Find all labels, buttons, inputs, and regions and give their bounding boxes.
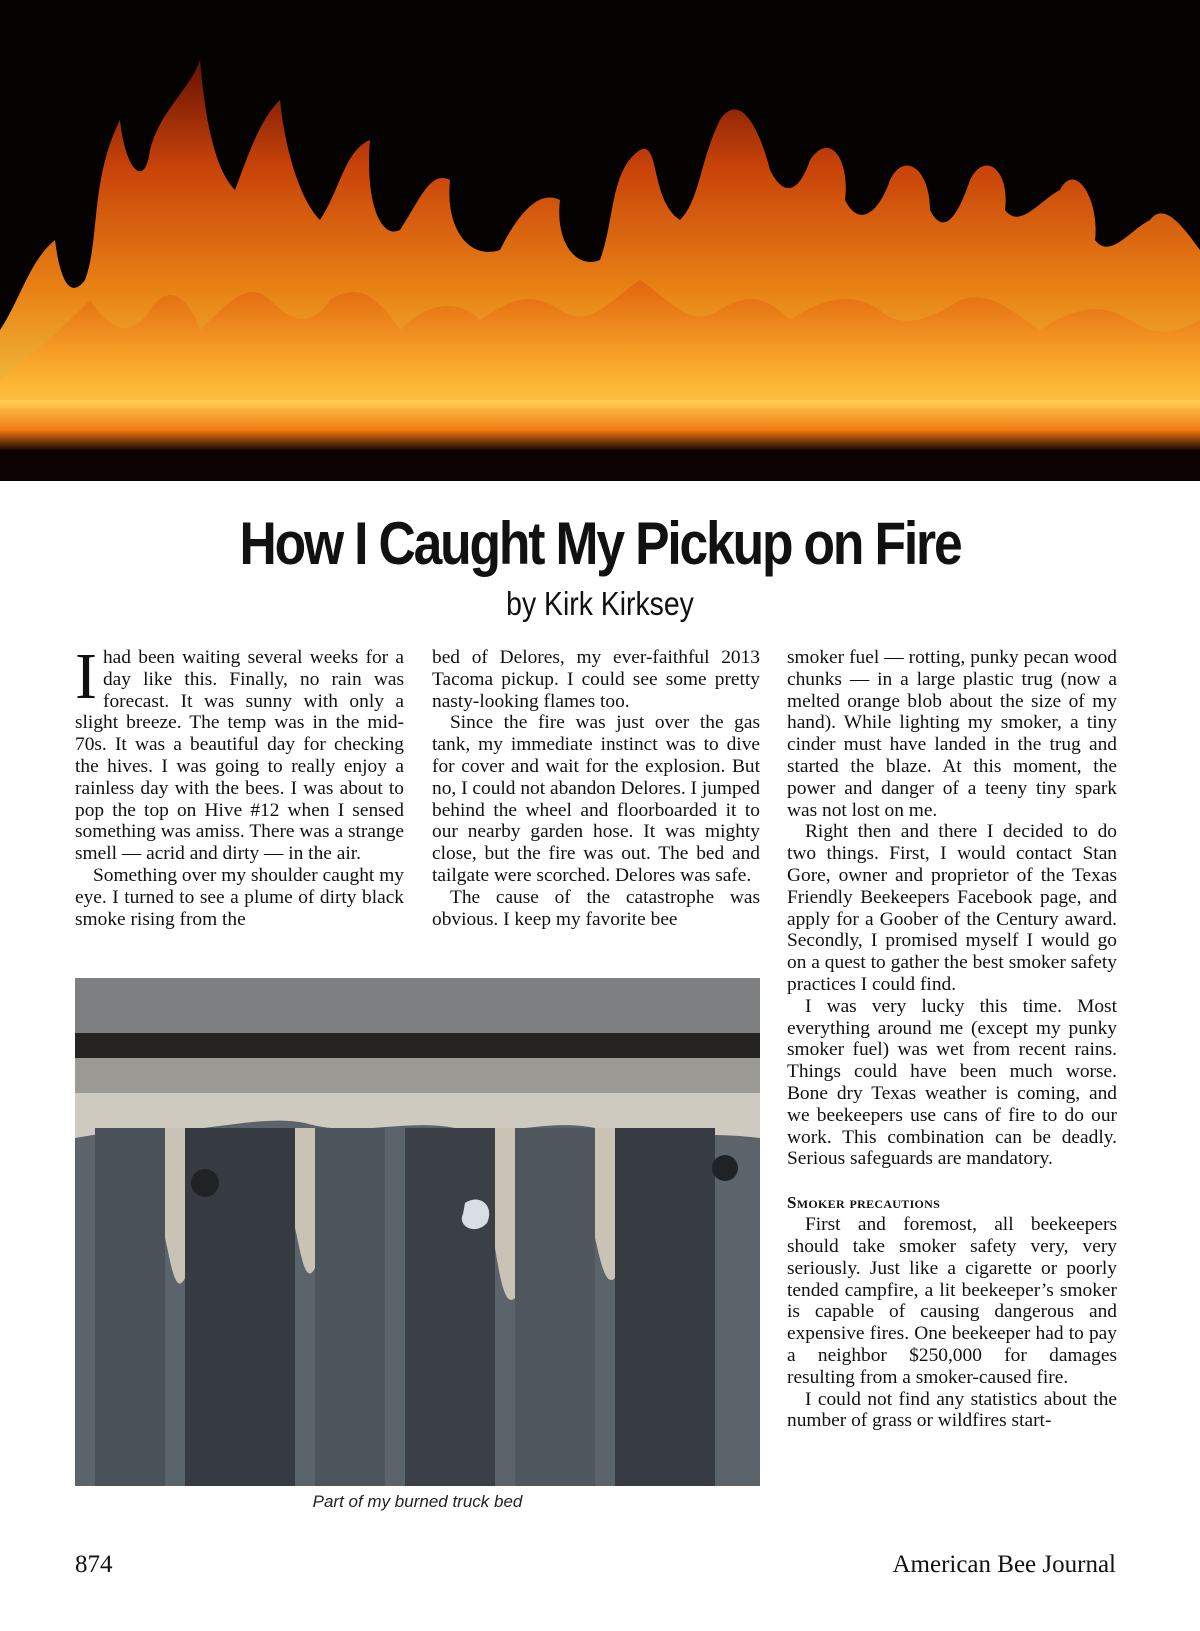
paragraph: First and foremost, all beekeepers should take smoker safety very, very seriously. Just like a cigarette or poorly tended campfire, a lit beekeeper’s smoker is capable of causing dangerous and expensive fires. One beekeeper had to pay a neighbor $250,000 for damages resulting from a smoker-caused fire.	[787, 1214, 1117, 1388]
hero-fire-image	[0, 0, 1200, 481]
paragraph: bed of Delores, my ever-faithful 2013 Tacoma pickup. I could see some pretty nasty-looking flames too.	[432, 647, 760, 712]
text-column-2	[432, 647, 760, 930]
page-number: 874	[75, 1551, 113, 1578]
article-byline: by Kirk Kirksey	[506, 585, 694, 622]
photo-caption: Part of my burned truck bed	[312, 1492, 523, 1511]
text-column-1	[75, 640, 404, 930]
paragraph: Something over my shoulder caught my eye. I turned to see a plume of dirty black smoke rising from the	[75, 864, 404, 930]
burned-truck-bed-photo	[75, 978, 760, 1486]
paragraph: The cause of the catastrophe was obvious. I keep my favorite bee	[432, 886, 760, 930]
section-subhead: Smoker precautions	[787, 1193, 941, 1213]
paragraph: I was very lucky this time. Most everything around me (except my punky smoker fuel) was wet from recent rains. Things could have been much worse. Bone dry Texas weather is coming, and we beekeepers use cans of fire to do our work. This combination can be deadly. Serious safeguards are mandatory.	[787, 995, 1117, 1170]
journal-name: American Bee Journal	[892, 1551, 1116, 1578]
paragraph: Since the fire was just over the gas tank, my immediate instinct was to dive for cover and wait for the explosion. But no, I could not abandon Delores. I jumped behind the wheel and floorboarded it to our nearby garden hose. It was mighty close, but the fire was out. The bed and tailgate were scorched. Delores was safe.	[432, 712, 760, 886]
paragraph: Ihad been waiting several weeks for a day like this. Finally, no rain was forecast. It was sunny with only a slight breeze. The temp was in the mid-70s. It was a beautiful day for checking the hives. I was going to really enjoy a rainless day with the bees. I was about to pop the top on Hive #12 when I sensed something was amiss. There was a strange smell — acrid and dirty — in the air.	[75, 640, 404, 865]
drop-cap: I	[75, 640, 97, 713]
text-column-3	[787, 647, 1117, 1432]
paragraph: smoker fuel — rotting, punky pecan wood chunks — in a large plastic trug (now a melted orange blob about the size of my hand). While lighting my smoker, a tiny cinder must have landed in the trug and started the blaze. At this moment, the power and danger of a teeny tiny spark was not lost on me.	[787, 647, 1117, 821]
paragraph: I could not find any statistics about the number of grass or wildfires start-	[787, 1388, 1117, 1432]
article-title: How I Caught My Pickup on Fire	[239, 510, 961, 577]
paragraph: Right then and there I decided to do two things. First, I would contact Stan Gore, owner and proprietor of the Texas Friendly Beekeepers Facebook page, and apply for a Goober of the Century award. Secondly, I promised myself I would go on a quest to gather the best smoker safety practices I could find.	[787, 821, 1117, 995]
